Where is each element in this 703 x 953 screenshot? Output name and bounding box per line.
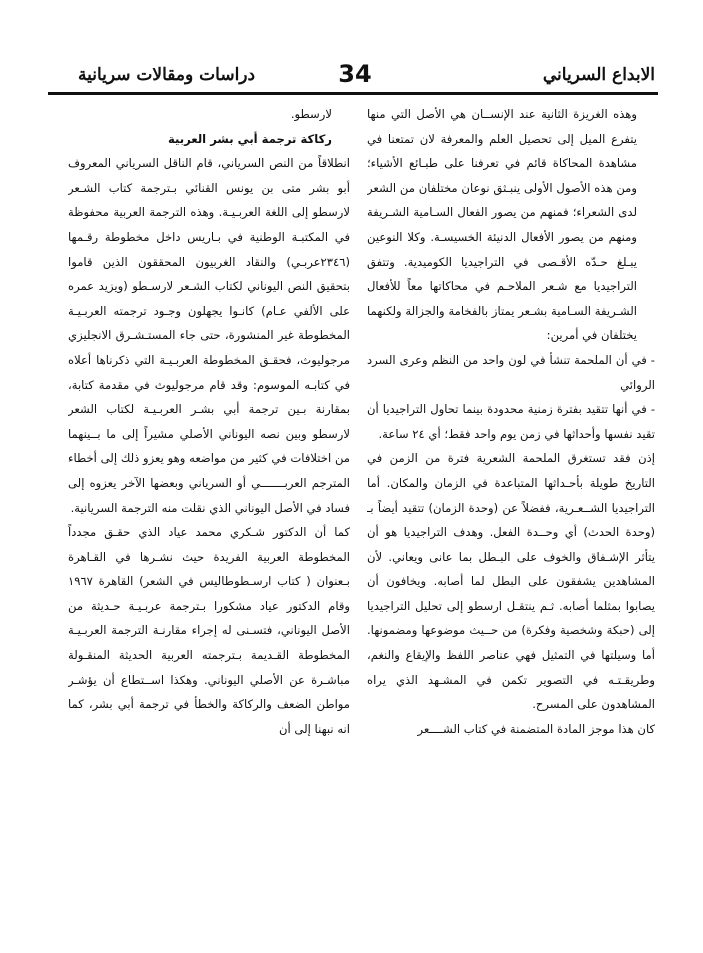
paragraph: - في أن الملحمة تنشأ في لون واحد من النظم وعرى السرد الروائي: [367, 352, 655, 392]
paragraph: كان هذا موجز المادة المتضمنة في كتاب الشــــعر: [417, 721, 655, 736]
paragraph: - في أنها تتقيد بفترة زمنية محدودة بينما تحاول التراجيديا أن تقيد نفسها وأحداثها في زمن يوم واحد فقط؛ أي ٢٤ ساعة.: [367, 402, 655, 441]
section-heading: ركاكة ترجمة أبي بشر العربية: [167, 131, 332, 146]
paragraph: كما أن الدكتور شـكري محمد عياد الذي حقـق مجدداً المخطوطة العربية الفريدة حيث نشـرها في القـاهرة بـعنوان ( كتاب ارسـطوطاليس في الشعر) القاهرة ١٩٦٧ وقام الدكتور عياد مشكورا بـترجمة عربـيـة حـديثة من الأصل اليوناني، فتسـنى له إجراء مقارنـة الترجمة العربـيـة المخطوطة القـديمة بـترجمته العربية الحديثة المنقـولة مباشـرة عن الأصلي اليوناني. وهكذا اســتطاع أن يؤشـر مواطن الضعف والركاكة والخطأ في ترجمة أبي بشر، كما انه نبهنا إلى أن: [68, 525, 350, 736]
paragraph: إذن فقد تستغرق الملحمة الشعرية فترة من الزمن في التاريخ طويلة بأحـداثها المتباعدة في الزمان والمكان. أما التراجيديا الشــعـرية، ففضلاً عن (وحدة الزمان) تتقيد أيضاً بـ (وحدة الحدث) أي وحــدة الفعل. وهدف التراجيديا هو أن يتأثر الإشـفاق والخوف على البـطل بما عانى ويعاني. لأن المشاهدين يشفقون على البطل لما أصابه. ويخافون أن يصابوا بمثلما أصابه. ثـم ينتقـل ارسطو إلى تحليل التراجيديا إلى (حبكة وشخصية وفكرة) من حــيث موضوعها ومضمونها. أما وسيلتها في التمثيل فهي عناصر اللفظ والإيقاع والنغم، وطريقـتـه في التصوير تكمن في المشـهد الذي يراه المشاهدون على المسرح.: [367, 451, 655, 712]
header-divider: [48, 92, 658, 95]
paragraph: وهذه الغريزة الثانية عند الإنســان هي الأصل التي منها يتفرع الميل إلى تحصيل العلم والمعرفة لان تمتعنا في مشاهدة المحاكاة قائم في تعرفنا على طبـائع الأشياء؛ ومن هذه الأصول الأولى ينبـثق نوعان مختلفان من الشعر لدى الشعراء؛ فمنهم من يصور الفعال السـامية الشـريفة ومنهم من يصور الأفعال الدنيئة الخسيسـة. وكلا النوعين يبـلغ حـدّه الأقـصى في التراجيديا الكوميدية. وتتفق التراجيديا مع شـعر الملاحـم في محاكاتها معاً للأفعال الشـريفة السـامية بشـعر يمتاز بالفخامة والجزالة ولكنهما يختلفان في أمرين:: [367, 107, 637, 343]
journal-title: الابداع السرياني: [542, 65, 655, 85]
page-number: 34: [338, 60, 372, 88]
left-text-column: [68, 102, 350, 923]
right-text-column: [367, 102, 655, 923]
paragraph: لارسطو.: [290, 107, 332, 121]
section-title: دراسات ومقالات سريانية: [78, 65, 256, 85]
paragraph: انطلاقاً من النص السرياني، قام الناقل السرياني المعروف أبو بشر متى بن يونس القنائي بـترجمة كتاب الشـعر لارسطو إلى اللغة العربـيـة. وهذه الترجمة العربية محفوظة في المكتبـة الوطنية في بـاريس داخل مخطوطة رقـمها (٢٣٤٦عربـي) والنقاد الغربيون المحققون الذين قاموا بتحقيق النص اليوناني لكتاب الشـعر لارسـطو (ويزيد عمره على الألفي عـام) كانـوا يجهلون وجـود ترجمته العربـيـة المخطوطة غير المنشورة، حتى جاء المستـشـرق الانجليزي مرجوليوث، فحقـق المخطوطة العربـيـة التي ذكرناها أعلاه في كتابـه الموسوم: وقد قام مرجوليوث في مقدمة كتابة، بمقارنة بـين ترجمة أبي بشـر العربـيـة لكتاب الشعر لارسطو وبين نصه اليوناني الأصلي مشيراً إلى ما بــينهما من اختلافات في كثير من مواضعه وهو يعزو ذلك إلى أخطاء المترجم العربـــــــي أو السرياني وبعضها الآخر يعزوه إلى فساد في الأصل اليوناني الذي نقلت منه الترجمة السريانية.: [68, 156, 350, 515]
